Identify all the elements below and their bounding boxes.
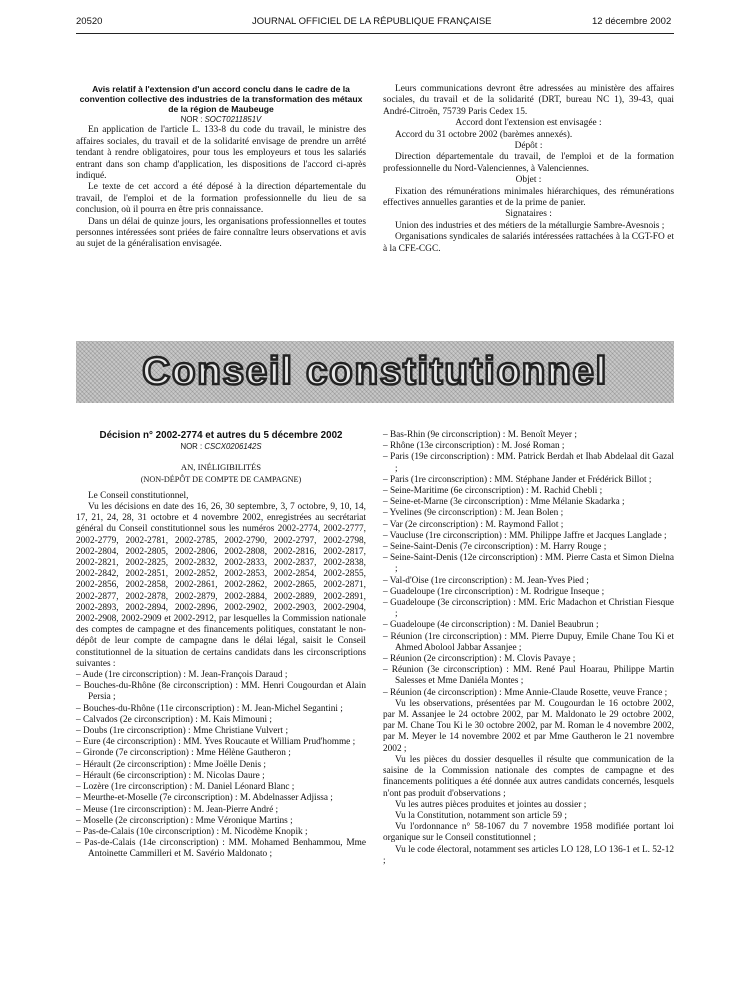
avis-title: Avis relatif à l'extension d'un accord conclu dans le cadre de la convention collective des industries de la transformation des métaux de la région de Maubeuge — [79, 84, 363, 114]
circonscription-list-right — [383, 430, 674, 699]
vu-paragraphs — [383, 699, 674, 867]
list-item: – Pas-de-Calais (14e circonscription) : MM. Mohamed Benhammou, Mme Antoinette Cammilleri et M. Savério Maldonato ; — [76, 838, 366, 860]
vu-paragraph: Vu les pièces du dossier desquelles il résulte que communication de la saisine de la Commission nationale des comptes de campagne et des financements politiques a été donnée aux autres candidats concernés, lesquels n'ont pas produit d'observations ; — [383, 754, 674, 799]
list-item: – Seine-Maritime (6e circonscription) : M. Rachid Chebli ; — [383, 486, 603, 497]
list-item: – Val-d'Oise (1re circonscription) : M. Jean-Yves Pied ; — [383, 575, 589, 586]
list-item: – Guadeloupe (1re circonscription) : M. Rodrigue Inseque ; — [383, 586, 605, 597]
list-item: – Bouches-du-Rhône (8e circonscription) : MM. Henri Cougourdan et Alain Persia ; — [76, 681, 366, 703]
vu-paragraph: Vu la Constitution, notamment son article 59 ; — [395, 810, 567, 821]
decision-subtitle: (NON-DÉPÔT DE COMPTE DE CAMPAGNE) — [140, 474, 302, 484]
depot-text: Direction départementale du travail, de l'emploi et de la formation professionnelle du Nord-Valenciennes, à Valenciennes. — [383, 152, 674, 174]
list-item: – Gironde (7e circonscription) : Mme Hélène Gautheron ; — [76, 748, 291, 759]
header-rule — [76, 33, 674, 34]
list-item: – Calvados (2e circonscription) : M. Kais Mimouni ; — [76, 714, 272, 725]
list-item: – Seine-et-Marne (3e circonscription) : Mme Mélanie Skadarka ; — [383, 497, 625, 508]
objet-text: Fixation des rémunérations minimales hiérarchiques, des rémunérations effectives annuelles garanties et de la prime de panier. — [383, 186, 674, 209]
vu-paragraph: Vu l'ordonnance n° 58-1067 du 7 novembre 1958 modifiée portant loi organique sur le Conseil constitutionnel ; — [383, 822, 674, 844]
list-item: – Bas-Rhin (9e circonscription) : M. Benoît Meyer ; — [383, 430, 577, 440]
list-item: – Moselle (2e circonscription) : Mme Véronique Martins ; — [76, 815, 293, 826]
list-item: – Réunion (3e circonscription) : MM. René Paul Hoarau, Philippe Martin Salesses et Mme Daniéla Montes ; — [383, 665, 674, 687]
list-item: – Hérault (6e circonscription) : M. Nicolas Daure ; — [76, 770, 265, 781]
accord-text: Accord du 31 octobre 2002 (barèmes annexés). — [395, 129, 573, 140]
avis-left-column — [76, 84, 366, 251]
vu-paragraph: Vu le code électoral, notamment ses articles LO 128, LO 136-1 et L. 52-12 ; — [383, 844, 674, 866]
avis-paragraph: En application de l'article L. 133-8 du code du travail, le ministre des affaires sociales, du travail et de la solidarité envisage de prendre un arrêté tendant à rendre obligatoires, pour tous les employeurs et tous les salariés entrant dans son champ d'application, les dispositions de l'accord ci-après indiqué. — [76, 125, 366, 182]
list-item: – Réunion (1re circonscription) : MM. Pierre Dupuy, Emile Chane Tou Ki et Ahmed Abolool Jabbar Assanjee ; — [383, 631, 674, 653]
avis-address: Leurs communications devront être adressées au ministère des affaires sociales, du travail et de la solidarité (DRT, bureau NC 1), 39-43, quai André-Citroën, 75739 Paris Cedex 15. — [383, 84, 674, 117]
decision-left-column — [76, 430, 366, 861]
extension-label: Accord dont l'extension est envisagée : — [455, 118, 602, 129]
avis-nor-code: SOCT0211851V — [204, 115, 262, 124]
list-item: – Pas-de-Calais (10e circonscription) : M. Nicodème Knopik ; — [76, 826, 308, 837]
vu-paragraph: Vu les observations, présentées par M. Cougourdan le 16 octobre 2002, par M. Assanjee le 24 octobre 2002, par M. Maldonato le 29 octobre 2002, par M. Chane Tou Ki le 30 octobre 2002, par M. Roman le 4 novembre 2002, par M. Meyer le 14 novembre 2002 et par Mme Gautheron le 21 novembre 2002 ; — [383, 698, 674, 754]
list-item: – Meuse (1re circonscription) : M. Jean-Pierre André ; — [76, 804, 279, 815]
list-item: – Rhône (13e circonscription) : M. José Roman ; — [383, 441, 565, 452]
section-banner — [76, 341, 674, 403]
decision-nor-code: CSCX0206142S — [204, 442, 262, 452]
list-item: – Var (2e circonscription) : M. Raymond Fallot ; — [383, 519, 564, 530]
avis-right-column — [383, 84, 674, 255]
signataire-text: Union des industries et des métiers de la métallurgie Sambre-Avesnois ; — [395, 220, 665, 231]
decision-intro: Le Conseil constitutionnel, — [88, 490, 189, 501]
list-item: – Doubs (1re circonscription) : Mme Christiane Vulvert ; — [76, 726, 289, 737]
list-item: – Seine-Saint-Denis (7e circonscription) : M. Harry Rouge ; — [383, 542, 607, 553]
section-title: Conseil constitutionnel — [142, 350, 608, 393]
list-item: – Meurthe-et-Moselle (7e circonscription) : M. Abdelnasser Adjissa ; — [76, 793, 333, 804]
decision-nor: NOR : CSCX0206142S — [180, 442, 262, 452]
list-item: – Eure (4e circonscription) : MM. Yves Roucaute et William Prud'homme ; — [76, 737, 356, 748]
signataire-text: Organisations syndicales de salariés intéressées rattachées à la CGT-FO et à la CFE-CGC. — [383, 232, 674, 254]
list-item: – Réunion (4e circonscription) : Mme Annie-Claude Rosette, veuve France ; — [383, 687, 668, 698]
list-item: – Seine-Saint-Denis (12e circonscription) : MM. Pierre Casta et Simon Dielna ; — [383, 553, 674, 575]
list-item: – Guadeloupe (4e circonscription) : M. Daniel Beaubrun ; — [383, 620, 599, 631]
list-item: – Paris (1re circonscription) : MM. Stéphane Jander et Frédérick Billot ; — [383, 474, 652, 485]
avis-paragraph: Dans un délai de quinze jours, les organisations professionnelles et toutes personnes intéressées sont priées de faire connaître leurs observations et avis au sujet de la généralisation envisagée. — [76, 216, 366, 250]
list-item: – Paris (19e circonscription) : MM. Patrick Berdah et Ihab Abdelaal dit Gazal ; — [383, 452, 674, 474]
list-item: – Hérault (2e circonscription) : Mme Joëlle Denis ; — [76, 759, 267, 770]
decision-subtitle: AN, INÉLIGIBILITÉS — [180, 462, 262, 473]
vu-paragraph: Vu les autres pièces produites et jointes au dossier ; — [395, 799, 587, 810]
running-header — [0, 16, 748, 30]
vu-decisions: Vu les décisions en date des 16, 26, 30 septembre, 3, 7 octobre, 9, 10, 14, 17, 21, 24, 28, 31 octobre et 4 novembre 2002, enregistrées au secrétariat général du Conseil constitutionnel sous les numéros 2002-2774, 2002-2777, 2002-2779, 2002-2781, 2002-2785, 2002-2790, 2002-2797, 2002-2798, 2002-2804, 2002-2805, 2002-2806, 2002-2808, 2002-2816, 2002-2817, 2002-2821, 2002-2825, 2002-2832, 2002-2833, 2002-2837, 2002-2838, 2002-2842, 2002-2851, 2002-2852, 2002-2853, 2002-2854, 2002-2855, 2002-2856, 2002-2858, 2002-2861, 2002-2862, 2002-2865, 2002-2871, 2002-2877, 2002-2878, 2002-2879, 2002-2884, 2002-2889, 2002-2891, 2002-2893, 2002-2894, 2002-2896, 2002-2902, 2002-2903, 2002-2904, 2002-2908, 2002-2909 et 2002-2912, par lesquelles la Commission nationale des comptes de campagne et des financements politiques, constatant le non-dépôt de leur compte de campagne dans le délai légal, saisit le Conseil constitutionnel de la situation de certains candidats dans les circonscriptions suivantes : — [76, 502, 366, 669]
list-item: – Yvelines (9e circonscription) : M. Jean Bolen ; — [383, 508, 564, 519]
circonscription-list-left — [76, 670, 366, 860]
list-item: – Bouches-du-Rhône (11e circonscription) : M. Jean-Michel Segantini ; — [76, 703, 343, 714]
decision-right-column — [383, 430, 674, 867]
depot-label: Dépôt : — [514, 141, 543, 152]
list-item: – Guadeloupe (3e circonscription) : MM. Eric Madachon et Christian Fiesque ; — [383, 598, 674, 620]
list-item: – Lozère (1re circonscription) : M. Daniel Léonard Blanc ; — [76, 782, 295, 793]
objet-label: Objet : — [515, 175, 542, 186]
list-item: – Aude (1re circonscription) : M. Jean-François Daraud ; — [76, 670, 288, 681]
avis-nor: NOR : SOCT0211851V — [180, 115, 262, 124]
list-item: – Réunion (2e circonscription) : M. Clovis Pavaye ; — [383, 654, 576, 665]
list-item: – Vaucluse (1re circonscription) : MM. Philippe Jaffre et Jacques Langlade ; — [383, 530, 667, 541]
journal-title: JOURNAL OFFICIEL DE LA RÉPUBLIQUE FRANÇAISE — [252, 16, 492, 27]
signataires-label: Signataires : — [505, 209, 552, 220]
decision-title: Décision n° 2002-2774 et autres du 5 décembre 2002 — [99, 430, 343, 441]
issue-date: 12 décembre 2002 — [592, 16, 672, 27]
page-number: 20520 — [76, 16, 103, 27]
avis-paragraph: Le texte de cet accord a été déposé à la direction départementale du travail, de l'emploi et de la formation professionnelle du lieu de sa conclusion, où il pourra en être pris connaissance. — [76, 182, 366, 216]
